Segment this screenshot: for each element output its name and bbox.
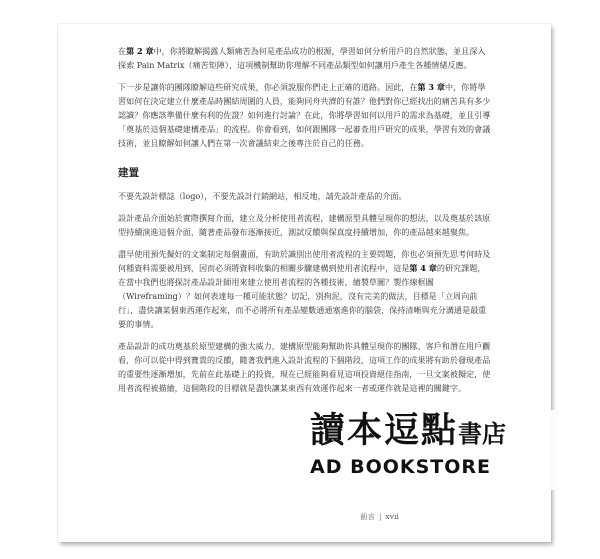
section-heading: 建置 [118, 167, 139, 179]
paragraph-chapter-3 [118, 80, 492, 150]
watermark-cn: 讀本逗點 [310, 411, 459, 451]
text: 的研究課題，在當中我們也將探討產品設計師用來建立使用者流程的各種技術，繪製草圖？製作線框圖（Wireframing）？如何表達每一種可能狀態？切記，別拘泥，沒有完美的做法，目標是「立周向前行」，盡快讓某個東西運作起來，而不必將所有產品變數通通塞進你的腦袋，保持清晰與充分溝通是最重要的事情。 [118, 263, 487, 329]
text: 中，你將瞭解揭露人類痛苦為何是產品成功的根源，學習如何分析用戶的自然狀態，並且深入探索 Pain Matrix（痛苦矩陣），這項機制幫助你理解不同產品類型如何讓用戶產生各種情緒反應。 [118, 46, 486, 70]
chapter-ref: 第 2 章 [126, 46, 154, 56]
text: 下一步是讓你的團隊瞭解這些研究成果，你必須說服你們走上正確的道路。因此，在 [118, 82, 418, 92]
paragraph-prototype: 產品設計的成功奠基於原型建構的強大威力，建構原型能夠幫助你具體呈現你的團隊、客戶和潛在用戶觀看，你可以從中得到寶貴的反饋，隨著我們進入設計流程的下個階段，這項工作的成果將有助於發現產品的重要性逐漸增加，先前在此基礎上的投資，現在已經能夠看見這項投資絕佳指南，一旦文案被擬定，使用者流程被描繪，這個階段的目標就是盡快讓某東西有效運作起來一者或運作就是這裡的關鍵字。 [118, 341, 491, 393]
footer-separator: | [379, 512, 382, 521]
watermark-cn-small: 書店 [458, 419, 507, 448]
text: 盡早使用預先擬好的文案制定每個畫面，有助於識別出使用者流程的主要問題，你也必須預先思考何時及何種資料需要被用到，因而必須將資料收集的相關步驟建構到使用者流程中，這是 [118, 249, 491, 273]
page-content [118, 44, 492, 403]
text: 中，你將學習如何在決定建立什麼產品時團結周圍的人員，能夠同舟共濟的有誰？他們對你已經找出的痛苦具有多少認識？你應該準備什麼有利的佐證？如何進行討論？在此，你將學習如何以用戶的需求為基礎，並且引導「奠基於這個基礎建構產品」的流程。你會看到，如何跟團隊一起審查用戶研究的成果，學習有效的會議技術，並且瞭解如何讓人們在第一次會議結束之後專注於自己的任務。 [118, 82, 491, 148]
bookstore-watermark [306, 410, 556, 490]
page-number: xvii [385, 512, 399, 521]
watermark-en: AD BOOKSTORE [310, 456, 492, 478]
footer-label: 前言 [360, 512, 375, 521]
paragraph-chapter-2 [118, 44, 492, 72]
paragraph-build-intro: 不要先設計標誌（logo），不要先設計行銷網站，相反地，請先設計產品的介面。 [118, 191, 407, 201]
paragraph-chapter-4 [118, 247, 492, 331]
paragraph-interface-design: 設計產品介面始於實際撰寫介面，建立及分析使用者流程，建構原型具體呈現你的想法，以及奠基於該原型持續演進這個介面，隨著產品發布逐漸接近，測試反饋與保真度持續增加，你的產品越來越聚焦。 [118, 213, 491, 237]
chapter-ref: 第 3 章 [417, 82, 445, 92]
page-footer [360, 511, 399, 522]
chapter-ref: 第 4 章 [409, 263, 437, 273]
watermark-logo [310, 410, 506, 455]
text: 在 [118, 46, 127, 56]
